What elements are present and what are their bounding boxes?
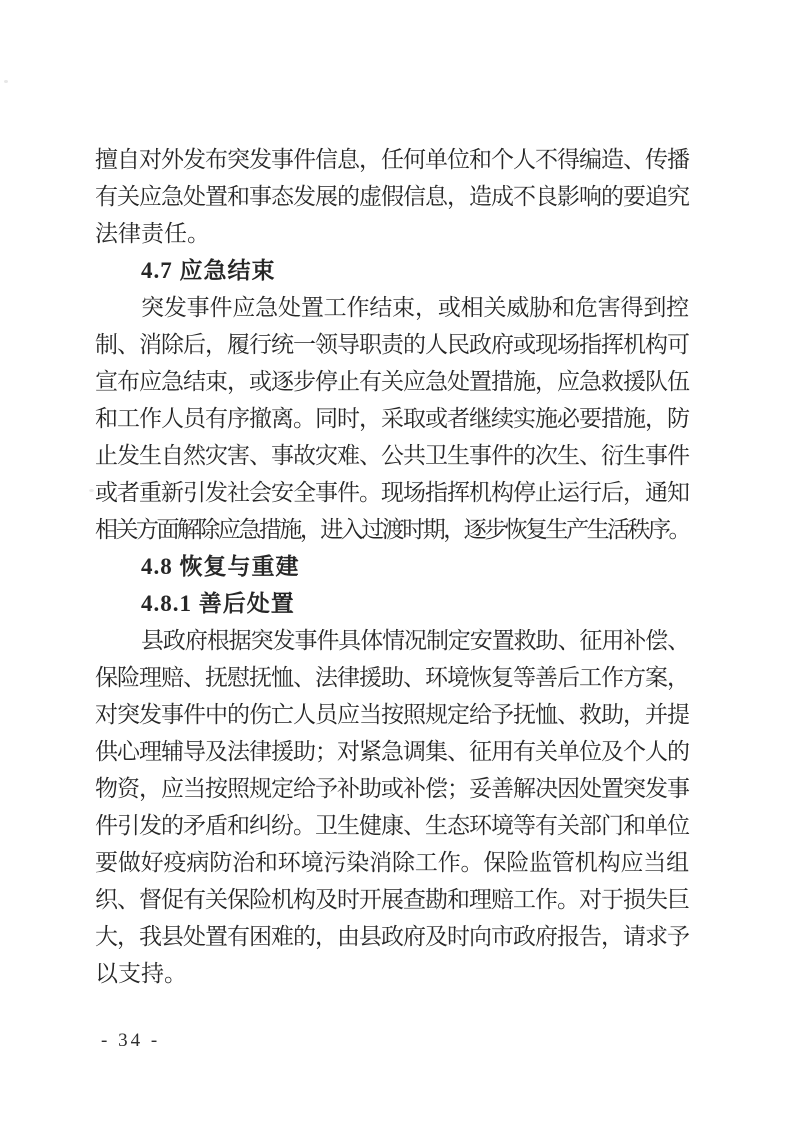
scan-speck (89, 489, 94, 492)
text-line: 法律责任。 (95, 221, 210, 246)
text-line: 织、督促有关保险机构及时开展查勘和理赔工作。对于损失巨 (95, 887, 689, 912)
section-heading: 4.8.1 善后处置 (141, 591, 295, 616)
text-line: 止发生自然灾害、事故灾难、公共卫生事件的次生、衍生事件 (95, 443, 689, 468)
text-line: 突发事件应急处置工作结束，或相关威胁和危害得到控 (141, 295, 690, 320)
section-heading: 4.7 应急结束 (141, 258, 276, 283)
text-line: 和工作人员有序撤离。同时，采取或者继续实施必要措施，防 (95, 406, 689, 431)
scan-speck (4, 80, 8, 83)
text-line: 相关方面解除应急措施，进入过渡时期，逐步恢复生产生活秩序。 (95, 517, 690, 542)
text-line: 要做好疫病防治和环境污染消除工作。保险监管机构应当组 (95, 850, 690, 875)
text-line: 对突发事件中的伤亡人员应当按照规定给予抚恤、救助，并提 (95, 702, 689, 727)
text-line: 或者重新引发社会安全事件。现场指挥机构停止运行后，通知 (95, 480, 689, 505)
text-line: 大，我县处置有困难的，由县政府及时向市政府报告，请求予 (95, 924, 689, 949)
text-line: 以支持。 (95, 961, 187, 986)
document-body (95, 141, 689, 992)
text-line: 宣布应急结束，或逐步停止有关应急处置措施，应急救援队伍 (95, 369, 689, 394)
text-line: 擅自对外发布突发事件信息，任何单位和个人不得编造、传播 (95, 147, 689, 172)
text-line: 供心理辅导及法律援助；对紧急调集、征用有关单位及个人的 (95, 739, 689, 764)
text-line: 有关应急处置和事态发展的虚假信息，造成不良影响的要追究 (95, 184, 689, 209)
text-line: 保险理赔、抚慰抚恤、法律援助、环境恢复等善后工作方案， (95, 665, 689, 690)
text-line: 县政府根据突发事件具体情况制定安置救助、征用补偿、 (141, 628, 690, 653)
text-line: 件引发的矛盾和纠纷。卫生健康、生态环境等有关部门和单位 (95, 813, 689, 838)
text-line: 制、消除后，履行统一领导职责的人民政府或现场指挥机构可 (95, 332, 689, 357)
text-line: 物资，应当按照规定给予补助或补偿；妥善解决因处置突发事 (95, 776, 689, 801)
section-heading: 4.8 恢复与重建 (141, 554, 300, 579)
page-number: - 34 - (101, 1030, 161, 1051)
